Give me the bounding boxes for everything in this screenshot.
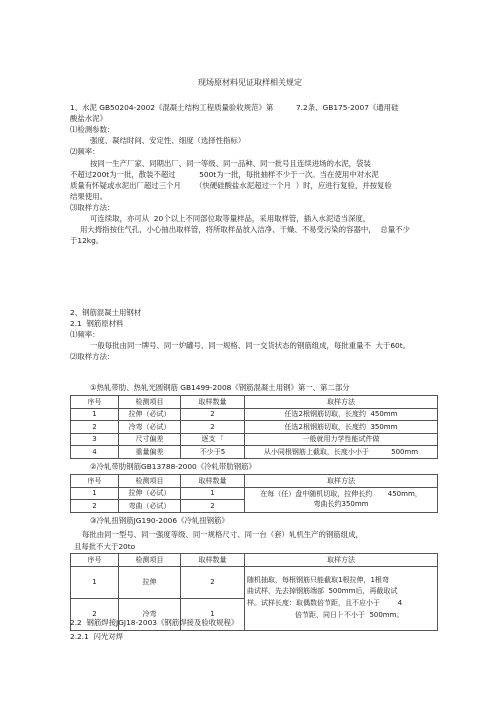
table3-header-cell: 取样方法 xyxy=(245,554,438,567)
cement-frequency-line4: 结果使用。 xyxy=(70,191,107,201)
steel-heading: 2、钢筋混凝土用钢材 xyxy=(70,308,142,317)
table1-header-cell: 序号 xyxy=(71,396,119,409)
table3-note-line1: 每批由同一型号、同一强度等级、同一规格尺寸、同一台（套）轧机生产的钢筋组成， xyxy=(82,530,363,539)
table2-header-cell: 取样数量 xyxy=(181,475,245,488)
table2-method-line1: 在每（任）盘中随机切取，拉伸长约 450mm， xyxy=(260,490,422,499)
steel-raw-heading: 2.1 钢筋原材料 xyxy=(70,319,124,329)
cement-heading-part1: 1、水泥 GB50204-2002《混凝土结构工程质量验收规范》第 xyxy=(70,103,274,112)
table2-header-cell: 取样方法 xyxy=(245,475,438,488)
table-cell: 1 xyxy=(181,598,245,630)
table-cell: 任选2根钢筋切取，长度约 450mm xyxy=(245,408,438,421)
table1-header-row xyxy=(71,396,438,409)
table3-header-cell: 序号 xyxy=(71,554,119,567)
cement-heading-part2: 7.2条、GB175-2007《通用硅 xyxy=(295,103,399,112)
table-cell: 1 xyxy=(71,487,119,500)
table-row xyxy=(71,421,438,434)
table-cell: 冷弯 xyxy=(119,598,181,630)
table3-caption: ③冷轧扭钢筋JG190-2006《冷轧扭钢筋》 xyxy=(90,516,229,525)
table2-header-cell: 检测项目 xyxy=(119,475,181,488)
table1-header-cell: 取样方法 xyxy=(245,396,438,409)
table3-method-line1: 随机抽取，每根钢筋只能截取1根拉伸，1根弯 xyxy=(247,575,389,584)
cement-sampling-label: ⑶取样方法： xyxy=(70,202,115,212)
cement-params-text: 强度、凝结时间、安定性、细度（选择性指标） xyxy=(90,136,246,146)
table-row xyxy=(71,408,438,421)
table3-header-cell: 取样数量 xyxy=(181,554,245,567)
table-cell: 拉伸 xyxy=(119,566,181,598)
table-row xyxy=(71,487,438,500)
cement-params-label: ⑴检测参数： xyxy=(70,125,115,135)
table-cell: 重量偏差 xyxy=(119,446,181,459)
table-cell: 逐支 ｢ xyxy=(181,433,245,446)
table2-header-row xyxy=(71,475,438,488)
table3-header-cell: 检测项目 xyxy=(119,554,181,567)
cement-sampling-line3: 于12kg。 xyxy=(70,236,104,246)
table-cell: 从小同根钢筋上截取，长度小小于 500mm xyxy=(245,446,438,459)
table1 xyxy=(70,395,438,459)
table-cell: 2 xyxy=(181,566,245,598)
table-cell: 1 xyxy=(71,408,119,421)
table1-header-cell: 检测项目 xyxy=(119,396,181,409)
table3-method-line2: 曲试样，先去掉钢筋端部 500mm后，再截取试 xyxy=(247,587,398,596)
cement-frequency-line3: 质量有怀疑或水泥出厂超过三个月 （快硬硅酸盐水泥超过一个月 ）时，应进行复验，并按复验 xyxy=(70,180,392,190)
table-row xyxy=(71,433,438,446)
cement-sampling-line1: 可连续取，亦可从 20个以上不同部位取等量样品，采用取样管，插入水泥适当深度， xyxy=(90,214,371,224)
cement-sampling-line2: 用大拇指按住气孔，小心抽出取样管，将所取样品放入洁净、干燥、不易受污染的容器中， 总量不少 xyxy=(80,225,410,235)
table-cell: 1 xyxy=(71,566,119,598)
table-cell: 2 xyxy=(71,421,119,434)
steel-frequency-text: 一般每批由同一牌号、同一炉罐号、同一规格、同一交货状态的钢筋组成，每批重量不 大于60t。 xyxy=(90,341,411,351)
section-steel xyxy=(70,307,440,363)
table-cell: 不少于5 xyxy=(181,446,245,459)
table-cell: 冷弯（必试） xyxy=(119,421,181,434)
table-cell: 拉伸（必试） xyxy=(119,408,181,421)
table-cell: 2 xyxy=(181,421,245,434)
table-cell: 2 xyxy=(181,408,245,421)
table-cell: 拉伸（必试） xyxy=(119,487,181,500)
table1-caption: ①热轧带肋、热轧光圆钢筋 GB1499-2008《钢筋混凝土用钢》第一、第二部分 xyxy=(90,383,350,392)
table-cell: 任选2根钢筋切取，长度约 350mm xyxy=(245,421,438,434)
cement-heading-line2: 酸盐水泥》 xyxy=(70,114,107,124)
table-cell: 4 xyxy=(71,446,119,459)
table2-caption: ②冷轧带肋钢筋GB13788-2000《冷轧带肋钢筋》 xyxy=(90,462,256,471)
table-cell: 2 xyxy=(181,500,245,513)
cement-frequency-line2: 不超过200t为一批，散装不超过 500t为一批，每批抽样不少于一次。当在使用中对水泥 xyxy=(70,169,379,179)
table-cell: 2 xyxy=(71,598,119,630)
cement-frequency-label: ⑵频率： xyxy=(70,147,100,157)
table-row xyxy=(71,566,438,598)
flash-butt-welding-heading: 2.2.1 闪光对焊 xyxy=(70,632,124,641)
table3-method-line4: 倍节距，同日⺊不小于 500mm。 xyxy=(295,610,404,619)
table1-header-cell: 取样数量 xyxy=(181,396,245,409)
table2-method-cell xyxy=(245,487,438,512)
cement-heading xyxy=(70,102,440,113)
table3-header-row xyxy=(71,554,438,567)
table-cell: 1 xyxy=(181,487,245,500)
section-cement xyxy=(70,102,440,246)
table2-method-line2: 弯曲长约350mm xyxy=(313,499,369,508)
table-cell: 3 xyxy=(71,433,119,446)
table-row xyxy=(71,446,438,459)
steel-method-label: ⑵取样方法： xyxy=(70,352,115,362)
table3-method-line3: 样。试样长度：取偶数倍节距，且不应小于 4 xyxy=(247,599,403,607)
table-cell: 2 xyxy=(71,500,119,513)
table-cell: 弯曲（必试） xyxy=(119,500,181,513)
document-title: 现场原材料见证取样相关规定 xyxy=(198,78,302,87)
cement-frequency-line1: 按同一生产厂家、同期出厂、同一等级、同一品种、同一批号且连续进场的水泥，袋装 xyxy=(90,158,371,168)
table3-note-line2: 且每批不大于20to xyxy=(74,542,136,551)
welding-heading: 2.2 钢筋焊接JGJ18-2003《钢筋焊接及验收规程》 xyxy=(70,618,239,627)
table3-method-cell xyxy=(245,566,438,630)
table-cell: 尺寸偏差 xyxy=(119,433,181,446)
steel-frequency-label: ⑴频率： xyxy=(70,330,100,340)
table2-header-cell: 序号 xyxy=(71,475,119,488)
table2 xyxy=(70,474,438,513)
table-cell: 一般就用力学性能试件做 xyxy=(245,433,438,446)
